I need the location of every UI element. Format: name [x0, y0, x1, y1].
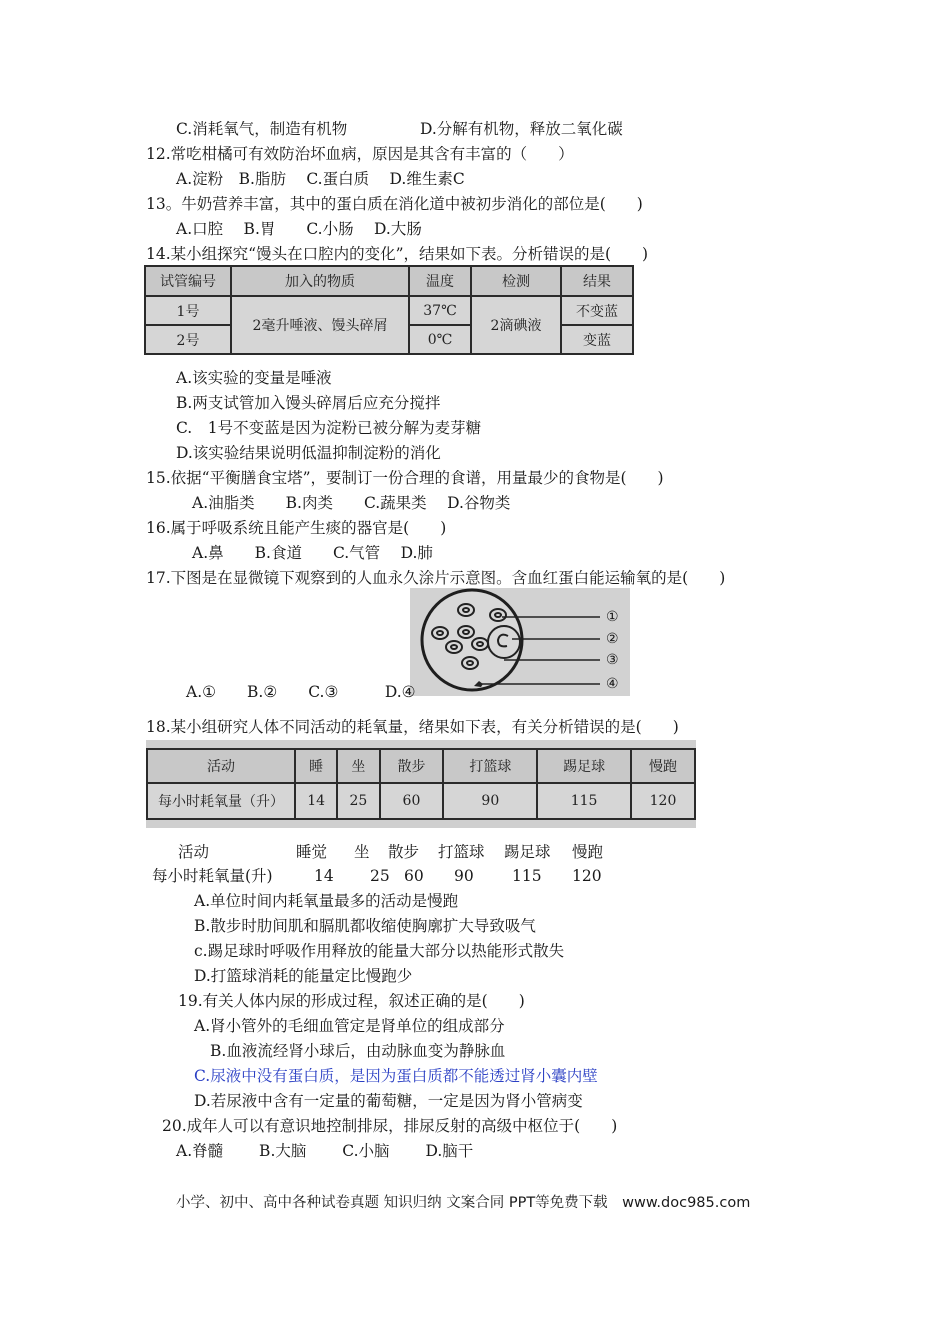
q17-label-2: ② [606, 631, 619, 647]
q14-option-b: B.两支试管加入馒头碎屑后应充分搅拌 [176, 394, 441, 412]
q12-stem: 12.常吃柑橘可有效防治坏血病，原因是其含有丰富的（ ） [146, 145, 574, 163]
q18-scan-header-football: 踢足球 [537, 749, 631, 783]
q19-stem: 19.有关人体内尿的形成过程，叙述正确的是( ) [178, 992, 525, 1010]
q18-scan-value: 90 [443, 783, 537, 819]
q18-text-header: 睡觉 [296, 843, 328, 861]
q18-option-d: D.打篮球消耗的能量定比慢跑少 [194, 967, 413, 985]
q18-option-c: c.踢足球时呼吸作用释放的能量大部分以热能形式散失 [194, 942, 565, 960]
q18-text-value: 25 [370, 867, 390, 885]
q18-scanned-table [146, 740, 696, 828]
q18-scan-value: 60 [380, 783, 444, 819]
q15-options: A.油脂类 B.肉类 C.蔬果类 D.谷物类 [192, 494, 511, 512]
page-footer: 小学、初中、高中各种试卷真题 知识归纳 文案合同 PPT等免费下载 www.doc985.com [176, 1195, 751, 1211]
q17-label-3: ③ [606, 652, 619, 668]
q14-option-d: D.该实验结果说明低温抑制淀粉的消化 [176, 444, 441, 462]
q11-option-c: C.消耗氧气，制造有机物 [176, 120, 348, 138]
q14-substance-cell: 2毫升唾液、馒头碎屑 [231, 296, 409, 354]
q13-options: A.口腔 B.胃 C.小肠 D.大肠 [176, 220, 422, 238]
q18-text-header: 散步 [388, 843, 420, 861]
q17-stem: 17.下图是在显微镜下观察到的人血永久涂片示意图。含血红蛋白能运输氧的是( ) [146, 569, 726, 587]
q14-header-result: 结果 [561, 266, 633, 296]
q18-text-header: 打篮球 [438, 843, 485, 861]
q18-scan-value: 14 [295, 783, 337, 819]
q18-text-value: 120 [572, 867, 602, 885]
q14-row2-temp: 0℃ [409, 325, 471, 354]
q18-scan-header-sit: 坐 [337, 749, 379, 783]
q19-option-d: D.若尿液中含有一定量的葡萄糖，一定是因为肾小管病变 [194, 1092, 583, 1110]
q19-option-c-highlighted: C.尿液中没有蛋白质，是因为蛋白质都不能透过肾小囊内壁 [194, 1067, 598, 1085]
q14-header-test: 检测 [471, 266, 561, 296]
q18-text-value: 90 [454, 867, 474, 885]
q18-scan-header-basketball: 打篮球 [443, 749, 537, 783]
q18-text-header: 慢跑 [572, 843, 604, 861]
q18-text-header-activity: 活动 [178, 843, 210, 861]
q18-scan-value: 120 [631, 783, 695, 819]
q18-scan-header-jog: 慢跑 [631, 749, 695, 783]
q14-row2-result: 变蓝 [561, 325, 633, 354]
q14-header-tube: 试管编号 [145, 266, 231, 296]
q18-scan-value: 115 [537, 783, 631, 819]
q18-scan-header-sleep: 睡 [295, 749, 337, 783]
q18-scan-header-walk: 散步 [380, 749, 444, 783]
q18-text-value: 60 [404, 867, 424, 885]
q14-option-a: A.该实验的变量是唾液 [176, 369, 332, 387]
q18-text-row-label: 每小时耗氧量(升) [152, 867, 273, 885]
q14-test-cell: 2滴碘液 [471, 296, 561, 354]
q16-options: A.鼻 B.食道 C.气管 D.肺 [192, 544, 433, 562]
q18-stem: 18.某小组研究人体不同活动的耗氧量，绪果如下表，有关分析错误的是( ) [146, 718, 679, 736]
q14-row1-result: 不变蓝 [561, 296, 633, 325]
q18-scan-value: 25 [337, 783, 379, 819]
q19-option-a: A.肾小管外的毛细血管定是肾单位的组成部分 [194, 1017, 505, 1035]
q14-row2-tube: 2号 [145, 325, 231, 354]
q11-option-d: D.分解有机物，释放二氧化碳 [420, 120, 623, 138]
q18-text-value: 115 [512, 867, 542, 885]
q13-stem: 13。牛奶营养丰富，其中的蛋白质在消化道中被初步消化的部位是( ) [146, 195, 643, 213]
q14-header-substance: 加入的物质 [231, 266, 409, 296]
q19-option-b: B.血液流经肾小球后，由动脉血变为静脉血 [210, 1042, 506, 1060]
q18-text-header: 坐 [354, 843, 370, 861]
blood-smear-figure [410, 588, 630, 696]
q18-text-header: 踢足球 [504, 843, 551, 861]
q17-options: A.① B.② C.③ D.④ [186, 683, 416, 701]
q15-stem: 15.依据“平衡膳食宝塔”，要制订一份合理的食谱，用量最少的食物是( ) [146, 469, 664, 487]
q12-options: A.淀粉 B.脂肪 C.蛋白质 D.维生素C [176, 170, 465, 188]
q20-options: A.脊髓 B.大脑 C.小脑 D.脑干 [176, 1142, 474, 1160]
q17-label-4: ④ [606, 676, 619, 692]
q14-row1-tube: 1号 [145, 296, 231, 325]
q16-stem: 16.属于呼吸系统且能产生痰的器官是( ) [146, 519, 447, 537]
q18-option-a: A.单位时间内耗氧量最多的活动是慢跑 [194, 892, 459, 910]
q17-label-1: ① [606, 609, 619, 625]
q14-experiment-table [144, 265, 634, 355]
q18-option-b: B.散步时肋间肌和膈肌都收缩使胸廓扩大导致吸气 [194, 917, 536, 935]
q18-text-value: 14 [314, 867, 334, 885]
q14-option-c: C. 1号不变蓝是因为淀粉已被分解为麦芽糖 [176, 419, 482, 437]
q18-scan-header-activity: 活动 [147, 749, 295, 783]
q14-header-temp: 温度 [409, 266, 471, 296]
q14-row1-temp: 37℃ [409, 296, 471, 325]
q18-scan-row-label: 每小时耗氧量（升） [147, 783, 295, 819]
q14-stem: 14.某小组探究“馒头在口腔内的变化”，结果如下表。分析错误的是( ) [146, 245, 649, 263]
q20-stem: 20.成年人可以有意识地控制排尿，排尿反射的高级中枢位于( ) [162, 1117, 618, 1135]
